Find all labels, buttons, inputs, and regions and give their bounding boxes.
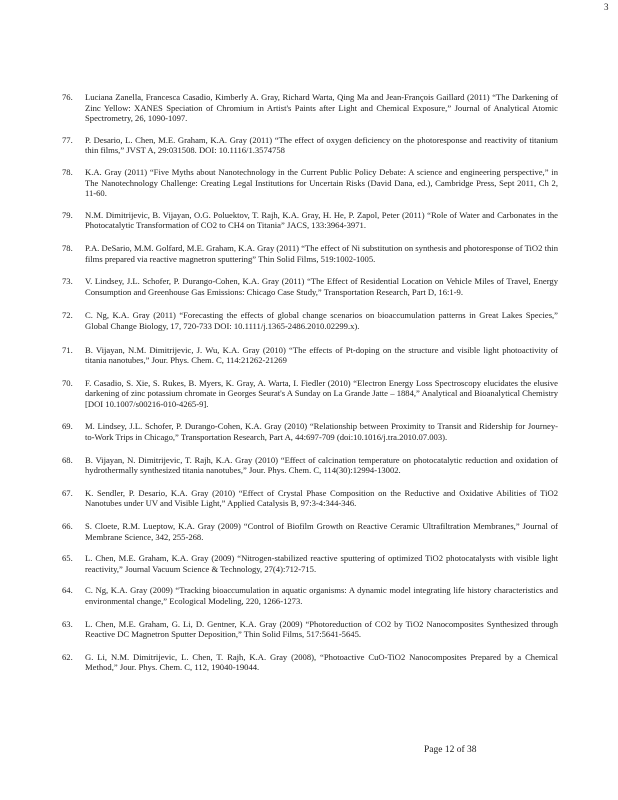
- reference-text: C. Ng, K.A. Gray (2011) “Forecasting the effects of global change scenarios on bioaccumulation patterns in Great Lakes Species,” Global Change Biology, 17, 720-733 DOI: 10.1111/j.1365-2486.2010.02299.x).: [85, 310, 558, 331]
- reference-number: 77.: [62, 134, 73, 145]
- page-footer: Page 12 of 38: [424, 745, 477, 755]
- reference-text: N.M. Dimitrijevic, B. Vijayan, O.G. Poluektov, T. Rajh, K.A. Gray, H. He, P. Zapol, Peter (2011) “Role of Water and Carbonates in the Photocatalytic Transformation of CO2 to CH4 on Titania” JACS, 133:3964-3971.: [85, 209, 558, 231]
- reference-text: P.A. DeSario, M.M. Golfard, M.E. Graham, K.A. Gray (2011) “The effect of Ni substitution on synthesis and photoresponse of TiO2 thin films prepared via reactive magnetron sputtering” Thin Solid Films, 519:1002-1005.: [85, 242, 558, 264]
- reference-text: B. Vijayan, N. Dimitrijevic, T. Rajh, K.A. Gray (2010) “Effect of calcination temperature on photocatalytic reduction and oxidation of hydrothermally synthesized titania nanotubes,” Jour. Phys. Chem. C, 114(30):12994-13002.: [85, 454, 558, 476]
- reference-number: 76.: [62, 92, 73, 102]
- reference-number: 67.: [62, 487, 73, 498]
- reference-text: G. Li, N.M. Dimitrijevic, L. Chen, T. Rajh, K.A. Gray (2008), “Photoactive CuO-TiO2 Nanocomposites Prepared by a Chemical Method,” Jour. Phys. Chem. C, 112, 19040-19044.: [85, 651, 558, 673]
- reference-number: 70.: [62, 377, 73, 388]
- reference-item: [62, 243, 558, 264]
- reference-item: [62, 378, 558, 410]
- reference-item: [62, 619, 558, 640]
- reference-number: 64.: [62, 585, 73, 596]
- reference-number: 68.: [62, 454, 73, 465]
- reference-text: C. Ng, K.A. Gray (2009) “Tracking bioaccumulation in aquatic organisms: A dynamic model integrating life history characteristics and environmental change,” Ecological Modeling, 220, 1266-1273.: [85, 585, 558, 606]
- reference-item: [62, 585, 558, 606]
- reference-number: 71.: [62, 344, 73, 355]
- reference-item: [62, 135, 558, 156]
- reference-item: [62, 276, 558, 297]
- reference-item: [62, 488, 558, 509]
- reference-item: [62, 92, 558, 124]
- reference-text: L. Chen, M.E. Graham, G. Li, D. Gentner, K.A. Gray (2009) “Photoreduction of CO2 by TiO2 Nanocomposites Synthesized through Reactive DC Magnetron Sputter Deposition,” Thin Solid Films, 517:5641-5645.: [85, 618, 558, 640]
- reference-number: 72.: [62, 310, 73, 321]
- reference-item: [62, 210, 558, 231]
- reference-text: F. Casadio, S. Xie, S. Rukes, B. Myers, K. Gray, A. Warta, I. Fiedler (2010) “Electron Energy Loss Spectroscopy elucidates the elusive darkening of zinc potassium chromate in Georges Seurat's A Sunday on La Grande Jatte – 1884,” Analytical and Bioanalytical Chemistry [DOI 10.1007/s00216-010-4265-9].: [85, 377, 558, 409]
- reference-item: [62, 553, 558, 574]
- corner-mark: 3: [604, 2, 609, 12]
- reference-number: 69.: [62, 421, 73, 432]
- reference-number: 78.: [62, 166, 73, 177]
- reference-item: [62, 310, 558, 331]
- reference-number: 78.: [62, 242, 73, 253]
- reference-list: [62, 80, 558, 673]
- reference-text: P. Desario, L. Chen, M.E. Graham, K.A. Gray (2011) “The effect of oxygen deficiency on the photoresponse and reactivity of titanium thin films,” JVST A, 29:031508. DOI: 10.1116/1.3574758: [85, 134, 558, 156]
- reference-text: V. Lindsey, J.L. Schofer, P. Durango-Cohen, K.A. Gray (2011) “The Effect of Residential Location on Vehicle Miles of Travel, Energy Consumption and Greenhouse Gas Emissions: Chicago Case Study,” Transportation Research, Part D, 16:1-9.: [85, 276, 558, 297]
- reference-number: 73.: [62, 276, 73, 287]
- reference-number: 65.: [62, 553, 73, 564]
- reference-number: 79.: [62, 209, 73, 220]
- reference-number: 66.: [62, 521, 73, 532]
- reference-text: L. Chen, M.E. Graham, K.A. Gray (2009) “Nitrogen-stabilized reactive sputtering of optimized TiO2 photocatalysts with visible light reactivity,” Journal Vacuum Science & Technology, 27(4):712-715.: [85, 553, 558, 574]
- reference-item: [62, 421, 558, 442]
- reference-text: S. Cloete, R.M. Lueptow, K.A. Gray (2009) “Control of Biofilm Growth on Reactive Ceramic Ultrafiltration Membranes,” Journal of Membrane Science, 342, 255-268.: [85, 521, 558, 542]
- reference-item: [62, 455, 558, 476]
- reference-item: [62, 167, 558, 199]
- reference-text: K.A. Gray (2011) “Five Myths about Nanotechnology in the Current Public Policy Debate: A science and engineering perspective,” in The Nanotechnology Challenge: Creating Legal Institutions for Uncertain Risks (David Dana, ed.), Cambridge Press, Sept 2011, Ch 2, 11-60.: [85, 166, 558, 199]
- reference-number: 62.: [62, 651, 73, 662]
- reference-text: Luciana Zanella, Francesca Casadio, Kimberly A. Gray, Richard Warta, Qing Ma and Jean-François Gaillard (2011) “The Darkening of Zinc Yellow: XANES Speciation of Chromium in Artist's Paints after Light and Chemical Exposure,” Journal of Analytical Atomic Spectrometry, 26, 1090-1097.: [85, 92, 558, 124]
- reference-item: [62, 652, 558, 673]
- reference-text: B. Vijayan, N.M. Dimitrijevic, J. Wu, K.A. Gray (2010) “The effects of Pt-doping on the structure and visible light photoactivity of titania nanotubes,” Jour. Phys. Chem. C, 114:21262-21269: [85, 344, 558, 366]
- reference-item: [62, 521, 558, 542]
- reference-text: K. Sendler, P. Desario, K.A. Gray (2010) “Effect of Crystal Phase Composition on the Reductive and Oxidative Abilities of TiO2 Nanotubes under UV and Visible Light,” Applied Catalysis B, 97:3-4:344-346.: [85, 487, 558, 509]
- reference-number: 63.: [62, 618, 73, 629]
- reference-item: [62, 345, 558, 366]
- reference-text: M. Lindsey, J.L. Schofer, P. Durango-Cohen, K.A. Gray (2010) “Relationship between Proximity to Transit and Ridership for Journey-to-Work Trips in Chicago,” Transportation Research, Part A, 44:697-709 (doi:10.1016/j.tra.2010.07.003).: [85, 421, 558, 443]
